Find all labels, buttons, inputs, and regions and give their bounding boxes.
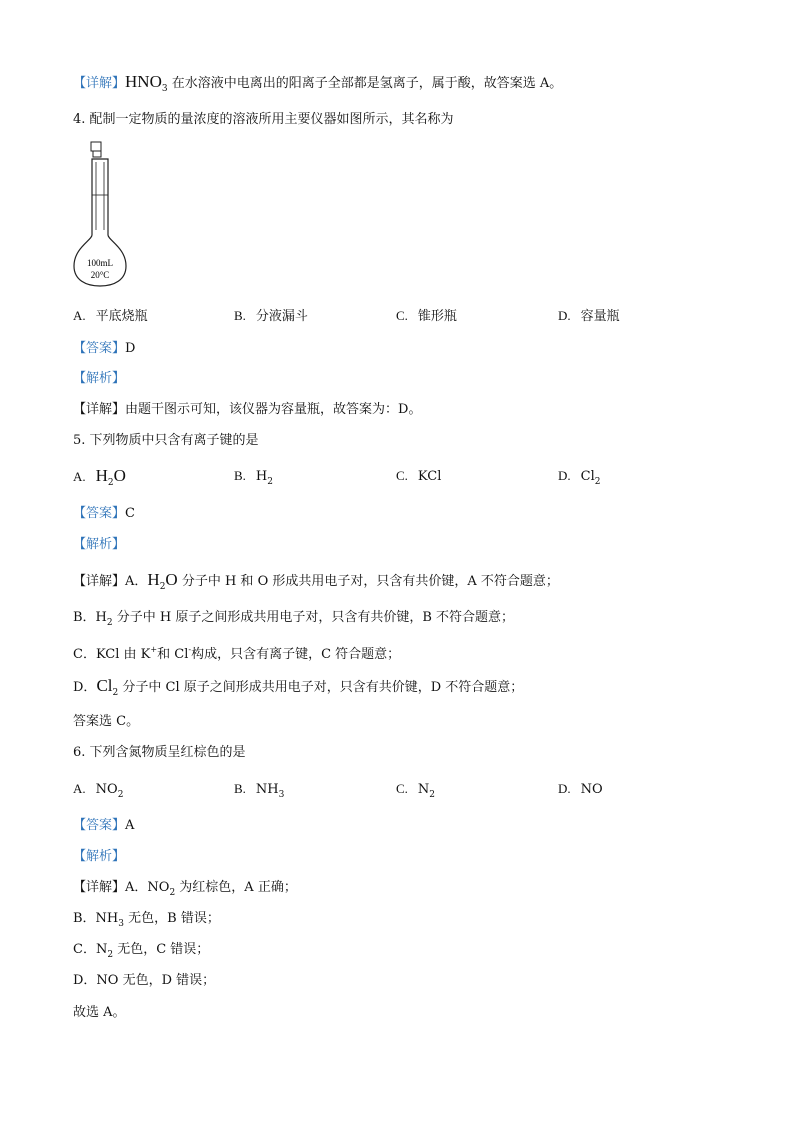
detail-q5-c: C．KCl 由 K+和 Cl-构成，只含有离子键，C 符合题意；	[73, 645, 401, 662]
formula-hno3: HNO	[125, 72, 162, 91]
flask-stopper-neck	[93, 151, 101, 157]
option-a: A. $H_2O$	[73, 466, 126, 488]
detail-text: 在水溶液中电离出的阳离子全部都是氢离子，属于酸，故答案选 A。	[167, 76, 563, 91]
option-d: D. 容量瓶	[558, 308, 620, 324]
detail-q6-a: 【详解】A．$NO_2$ 为红棕色，A 正确；	[73, 880, 297, 898]
conclusion-q6: 故选 A。	[73, 1005, 126, 1020]
conclusion-q5: 答案选 C。	[73, 714, 140, 729]
option-c: C. $N_2$	[396, 781, 436, 800]
option-d: D. $Cl_2$	[558, 468, 601, 487]
analysis-q4: 【解析】	[73, 371, 126, 386]
detail-tag: 【详解】	[73, 76, 126, 91]
question-4: 4. 配制一定物质的量浓度的溶液所用主要仪器如图所示，其名称为	[73, 112, 454, 127]
option-c: C. KCl	[396, 468, 442, 484]
answer-q4: 【答案】D	[73, 341, 136, 356]
option-c: C. 锥形瓶	[396, 308, 457, 324]
detail-q6-d: D．NO 无色，D 错误；	[73, 973, 216, 988]
detail-q4: 【详解】由题干图示可知，该仪器为容量瓶，故答案为：D。	[73, 402, 422, 417]
question-5: 5. 下列物质中只含有离子键的是	[73, 433, 259, 448]
flask-label-volume: 100mL	[87, 258, 113, 268]
detail-q6-b: B．$NH_3$ 无色，B 错误；	[73, 911, 220, 929]
question-6: 6. 下列含氮物质呈红棕色的是	[73, 745, 246, 760]
flask-stopper-top	[91, 142, 101, 151]
option-b: B. $NH_3$	[234, 781, 285, 800]
option-b: B. $H_2$	[234, 468, 273, 487]
detail-q6-c: C．$N_2$ 无色，C 错误；	[73, 942, 210, 960]
detail-line-q3	[73, 73, 562, 98]
formula-subscript: 3	[161, 84, 168, 94]
flask-label-temp: 20°C	[90, 270, 110, 280]
option-a: A. $NO_2$	[73, 781, 124, 800]
answer-q6: 【答案】A	[73, 818, 135, 833]
option-a: A. 平底烧瓶	[73, 308, 148, 324]
detail-q5-d: D．$Cl_2$ 分子中 Cl 原子之间形成共用电子对，只含有共价键，D 不符合题意；	[73, 676, 524, 698]
option-d: D. NO	[558, 781, 603, 797]
option-b: B. 分液漏斗	[234, 308, 308, 324]
detail-q5-a: 【详解】A．$H_2O$ 分子中 H 和 O 形成共用电子对，只含有共价键，A 不符合题意；	[73, 570, 559, 592]
answer-q5: 【答案】C	[73, 506, 135, 521]
analysis-q5: 【解析】	[73, 537, 126, 552]
volumetric-flask-figure	[70, 140, 130, 290]
detail-q5-b: B．$H_2$ 分子中 H 原子之间形成共用电子对，只含有共价键，B 不符合题意；	[73, 610, 515, 628]
analysis-q6: 【解析】	[73, 849, 126, 864]
